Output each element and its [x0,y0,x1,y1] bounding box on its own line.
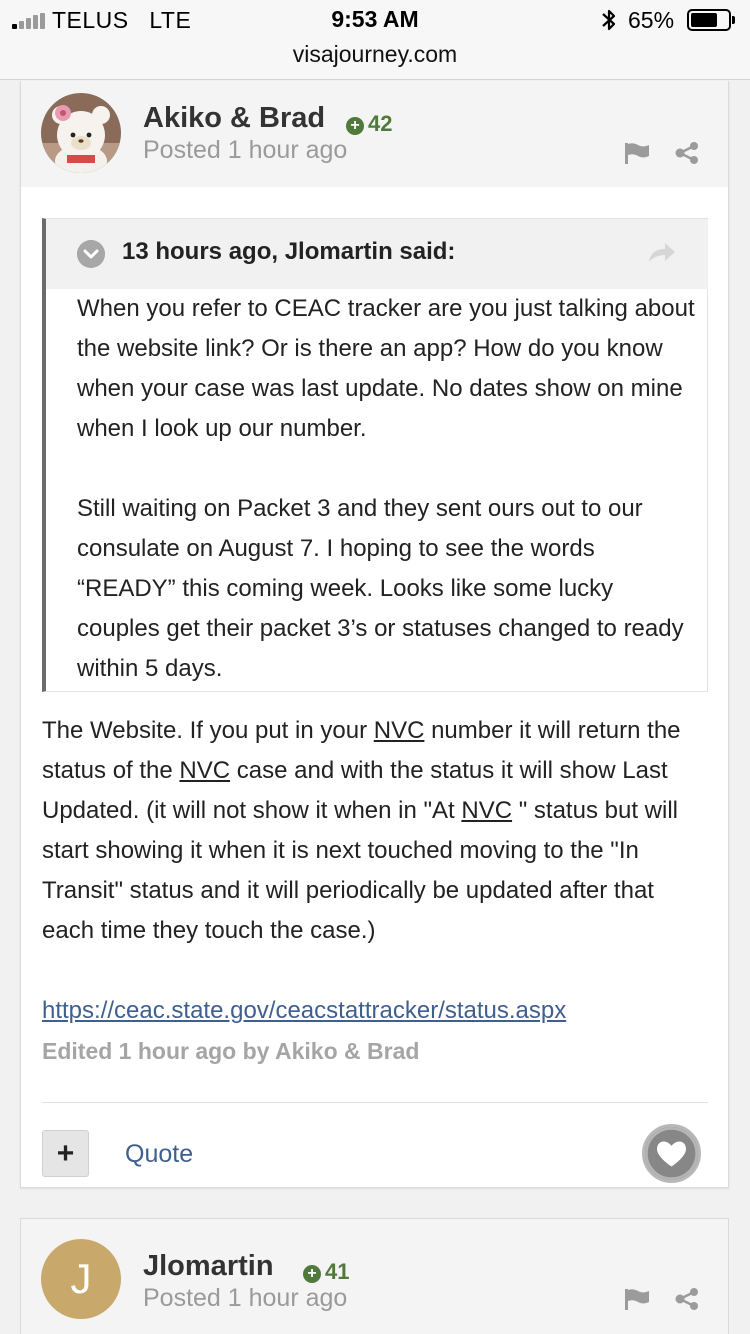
status-bar [0,0,750,80]
reputation-count: 42 [368,111,393,136]
post-text: number it will return the status of the [42,717,681,784]
avatar[interactable]: J [41,1239,121,1319]
post-text: case and with the status it will show Last Updated. (it will not show it when in "At [42,757,668,824]
post-text: The Website. If you put in your [42,717,374,744]
flag-icon[interactable] [624,142,650,164]
quote-citation: 13 hours ago, Jlomartin said: [122,238,456,265]
divider [42,1102,708,1103]
ceac-tracker-link[interactable]: https://ceac.state.gov/ceacstattracker/status.aspx [42,997,567,1024]
quote-button[interactable]: Quote [125,1140,194,1168]
post-header [21,81,728,187]
quote-paragraph: Still waiting on Packet 3 and they sent ours out to our consulate on August 7. I hoping to see the words “READY” this coming week. Looks like some lucky couples get their packet 3’s or statuses changed to ready within 5 days. [77,495,684,682]
quote-body [77,289,697,689]
plus-circle-icon: + [346,117,364,135]
blockquote [42,218,708,692]
share-icon[interactable] [675,142,699,164]
bear-avatar-icon [41,93,121,173]
forum-post [20,1218,729,1334]
bluetooth-icon [599,7,619,33]
goto-quoted-post-icon[interactable] [647,240,677,264]
post-content [42,711,712,951]
clock: 9:53 AM [331,6,419,32]
post-header [21,1219,728,1334]
edited-notice: Edited 1 hour ago by Akiko & Brad [42,1038,420,1064]
multiquote-button[interactable]: + [42,1130,89,1177]
chevron-down-icon[interactable] [77,240,105,268]
carrier-name: TELUS [52,7,129,33]
reputation-count: 41 [325,1259,350,1284]
flag-icon[interactable] [624,1288,650,1310]
nvc-abbreviation[interactable]: NVC [373,717,425,744]
nvc-abbreviation[interactable]: NVC [179,757,231,784]
network-type: LTE [149,7,192,33]
address-bar-url[interactable]: visajourney.com [292,41,458,67]
share-icon[interactable] [675,1288,699,1310]
plus-circle-icon: + [303,1265,321,1283]
post-timestamp[interactable]: Posted 1 hour ago [143,1284,348,1312]
nvc-abbreviation[interactable]: NVC [461,797,513,824]
quote-header [46,219,708,289]
reputation-badge [346,111,392,137]
author-name[interactable]: Akiko & Brad [143,102,326,134]
post-timestamp[interactable]: Posted 1 hour ago [143,136,348,164]
battery-icon [687,9,731,31]
avatar[interactable] [41,93,121,173]
battery-percentage: 65% [628,7,675,33]
reputation-badge [303,1259,349,1285]
heart-icon[interactable] [642,1124,701,1183]
quote-paragraph: When you refer to CEAC tracker are you just talking about the website link? Or is there an app? How do you know when your case was last update. No dates show on mine when I look up our number. [77,295,695,442]
author-name[interactable]: Jlomartin [143,1250,274,1282]
forum-post [20,81,729,1188]
post-text: " status but will start showing it when it is next touched moving to the "In Transit" status and it will periodically be updated after that each time they touch the case.) [42,797,678,944]
